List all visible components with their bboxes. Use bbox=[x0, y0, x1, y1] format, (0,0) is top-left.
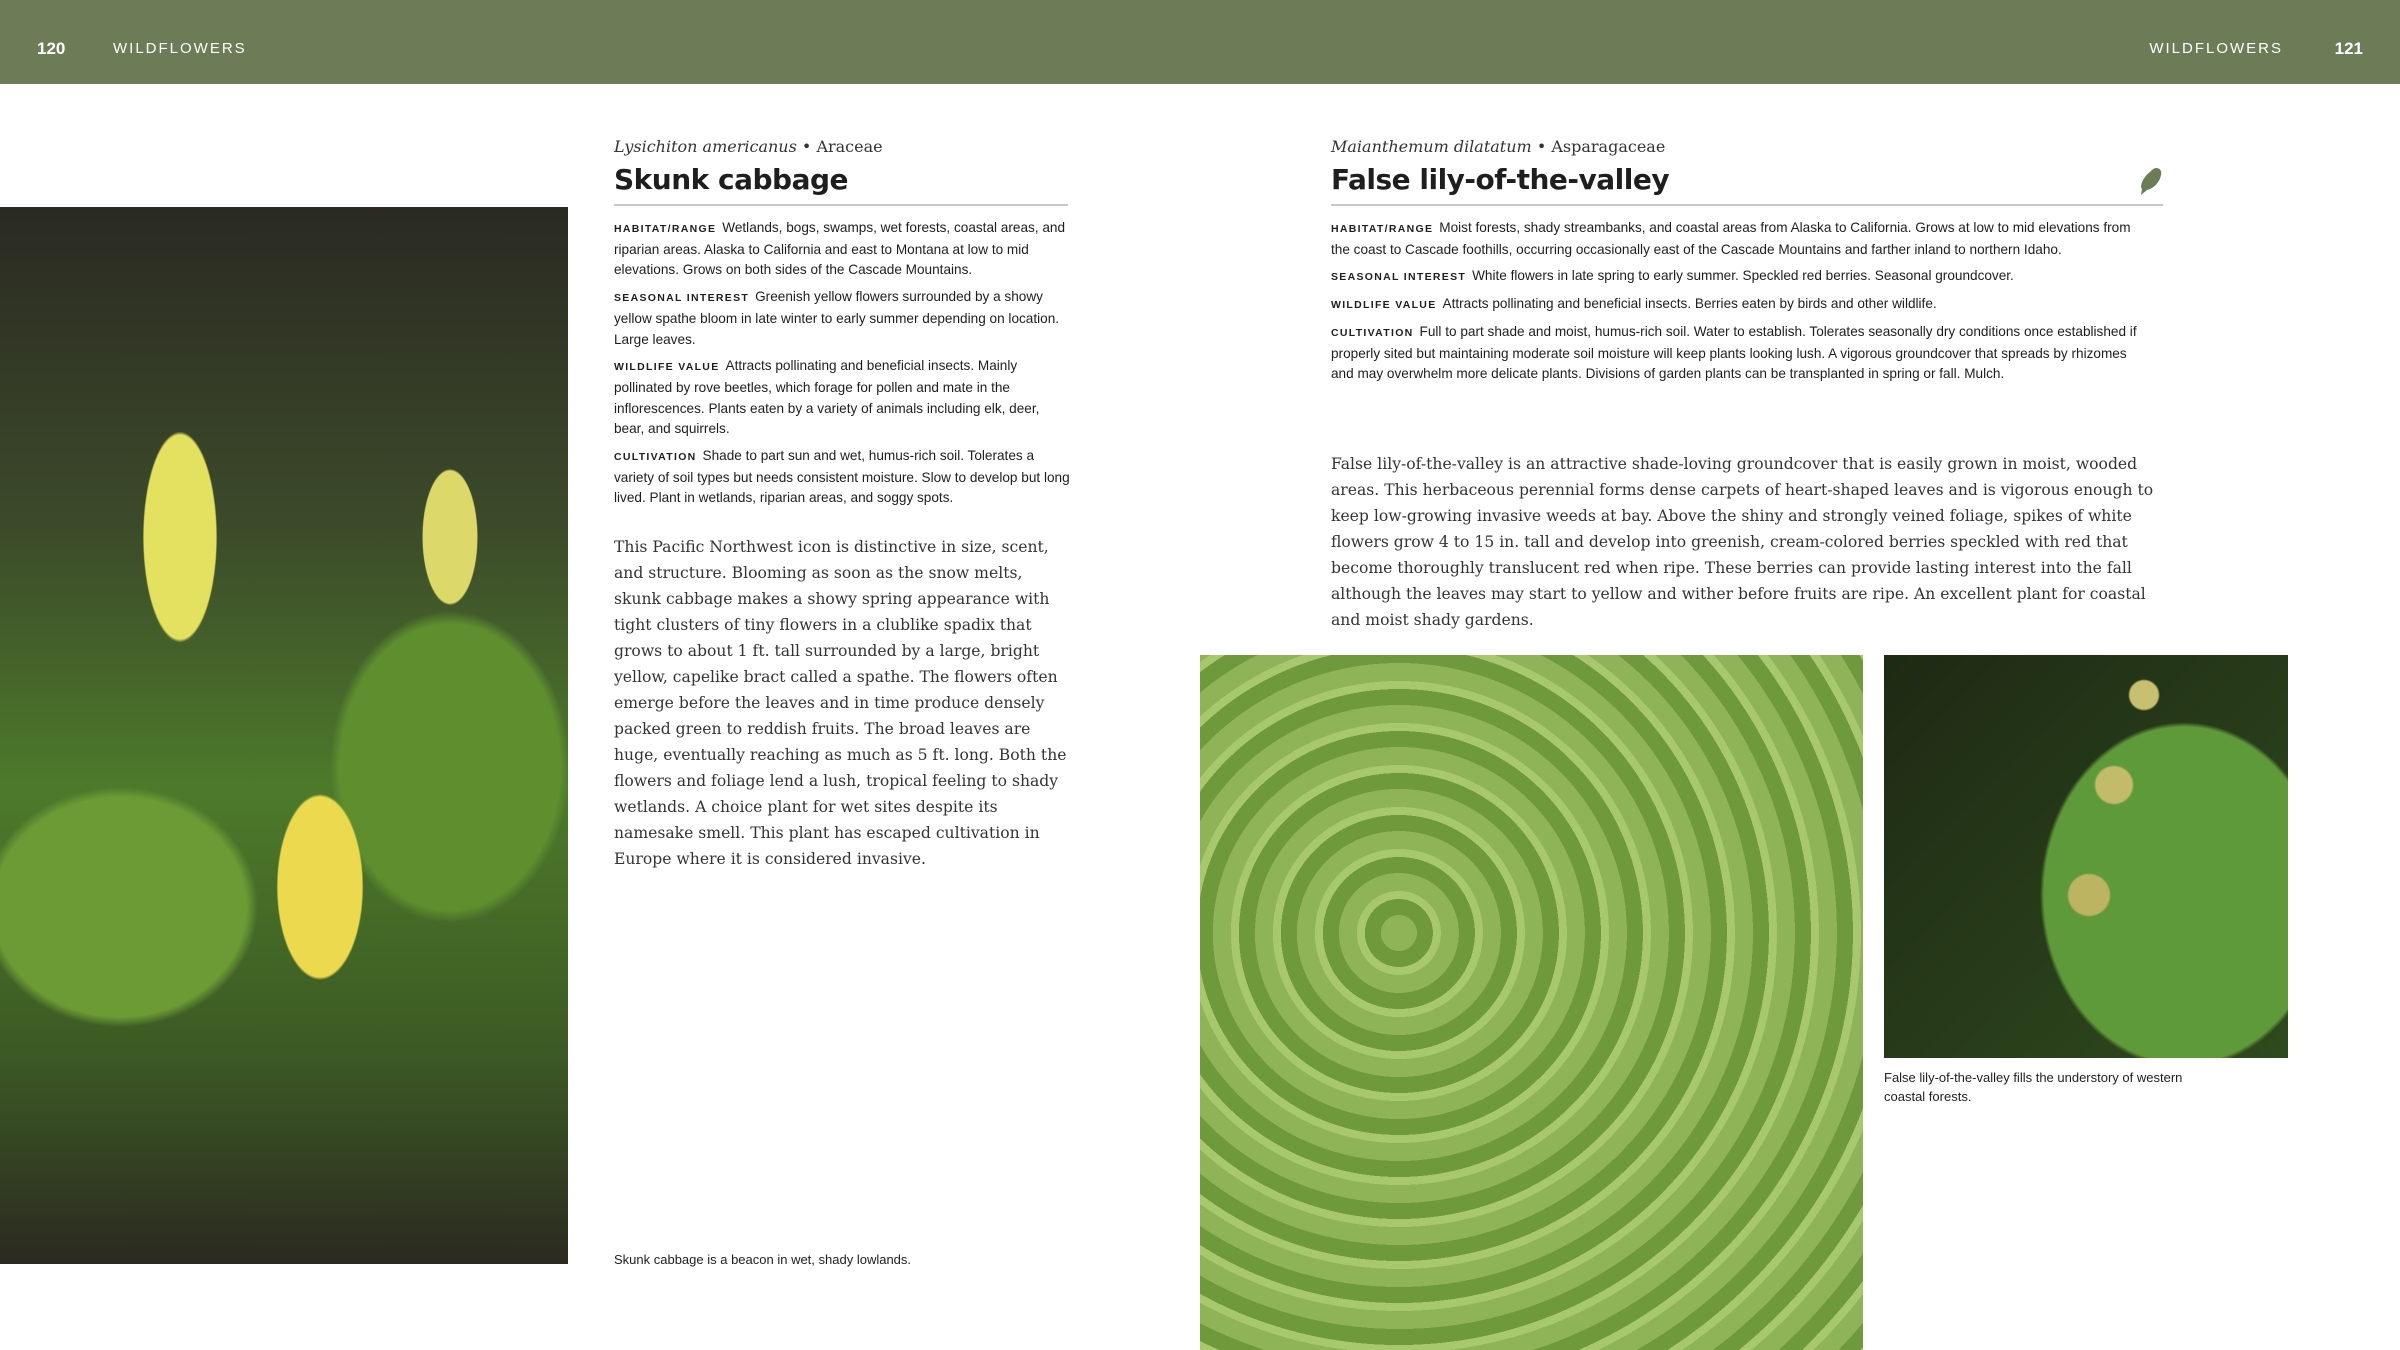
right-divider bbox=[1331, 204, 2163, 206]
right-photo-caption: False lily-of-the-valley fills the understory of western coastal forests. bbox=[1884, 1070, 2183, 1104]
spec-wildlife: WILDLIFE VALUE Attracts pollinating and beneficial insects. Berries eaten by birds and other wildlife. bbox=[1331, 296, 1937, 312]
running-header bbox=[0, 0, 2400, 84]
spec-cultivation: CULTIVATION Full to part shade and moist, humus-rich soil. Water to establish. Tolerates seasonally dry conditions once established if properly sited but maintaining moderate soil moisture will keep plants looking lush. A vigorous groundcover that spreads by rhizomes and may overwhelm more delicate plants. Divisions of garden plants can be transplanted in spring or fall. Mulch. bbox=[1331, 323, 2137, 382]
spec-habitat: HABITAT/RANGE Moist forests, shady streambanks, and coastal areas from Alaska to California. Grows at low to mid elevations from the coast to Cascade foothills, occurring occasionally east of the Cascade Mountains and farther inland to northern Idaho. bbox=[1331, 220, 2131, 257]
left-plant-title: Skunk cabbage bbox=[614, 163, 849, 196]
left-section-title: WILDFLOWERS bbox=[113, 40, 247, 57]
right-body-text: False lily-of-the-valley is an attractive shade-loving groundcover that is easily grown in moist, wooded areas. This herbaceous perennial forms dense carpets of heart-shaped leaves and is vigorous enough to keep low-growing invasive weeds at bay. Above the shiny and strongly veined foliage, spikes of white flowers grow 4 to 15 in. tall and develop into greenish, cream-colored berries speckled with red that become thoroughly translucent red when ripe. These berries can provide lasting interest into the fall although the leaves may start to yellow and wither before fruits are ripe. An excellent plant for coastal and moist shady gardens. bbox=[1331, 455, 2154, 629]
left-photo-caption: Skunk cabbage is a beacon in wet, shady lowlands. bbox=[614, 1252, 912, 1267]
right-specs bbox=[1331, 218, 2151, 391]
spec-seasonal: SEASONAL INTEREST White flowers in late spring to early summer. Speckled red berries. Seasonal groundcover. bbox=[1331, 268, 2014, 284]
left-page-number: 120 bbox=[37, 39, 66, 58]
bird-icon bbox=[2136, 166, 2164, 196]
left-body-text: This Pacific Northwest icon is distinctive in size, scent, and structure. Blooming as soon as the snow melts, skunk cabbage makes a showy spring appearance with tight clusters of tiny flowers in a clublike spadix that grows to about 1 ft. tall surrounded by a large, bright yellow, capelike bract called a spathe. The flowers often emerge before the leaves and in time produce densely packed green to reddish fruits. The broad leaves are huge, eventually reaching as much as 5 ft. long. Both the flowers and foliage lend a lush, tropical feeling to shady wetlands. A choice plant for wet sites despite its namesake smell. This plant has escaped cultivation in Europe where it is considered invasive. bbox=[614, 538, 1067, 868]
right-plant-title: False lily-of-the-valley bbox=[1331, 163, 1670, 196]
left-specs bbox=[614, 218, 1070, 515]
right-page-number: 121 bbox=[2334, 39, 2363, 58]
spec-seasonal: SEASONAL INTEREST Greenish yellow flowers surrounded by a showy yellow spathe bloom in late winter to early summer depending on location. Large leaves. bbox=[614, 289, 1060, 347]
false-lily-groundcover-photo bbox=[1200, 655, 1863, 1350]
right-scientific-name: Maianthemum dilatatum • Asparagaceae bbox=[1331, 137, 1666, 156]
spec-habitat: HABITAT/RANGE Wetlands, bogs, swamps, wet forests, coastal areas, and riparian areas. Alaska to California and east to Montana at low to mid elevations. Grows on both sides of the Cascade Mountains. bbox=[614, 220, 1066, 278]
right-section-title: WILDFLOWERS bbox=[2149, 40, 2283, 57]
false-lily-berries-photo bbox=[1884, 655, 2288, 1058]
left-scientific-name: Lysichiton americanus • Araceae bbox=[614, 137, 883, 156]
spec-wildlife: WILDLIFE VALUE Attracts pollinating and beneficial insects. Mainly pollinated by rove beetles, which forage for pollen and mate in the inflorescences. Plants eaten by a variety of animals including elk, deer, bear, and squirrels. bbox=[614, 358, 1040, 437]
skunk-cabbage-photo bbox=[0, 207, 568, 1264]
spec-cultivation: CULTIVATION Shade to part sun and wet, humus-rich soil. Tolerates a variety of soil types but needs consistent moisture. Slow to develop but long lived. Plant in wetlands, riparian areas, and soggy spots. bbox=[614, 448, 1070, 506]
left-divider bbox=[614, 204, 1068, 206]
